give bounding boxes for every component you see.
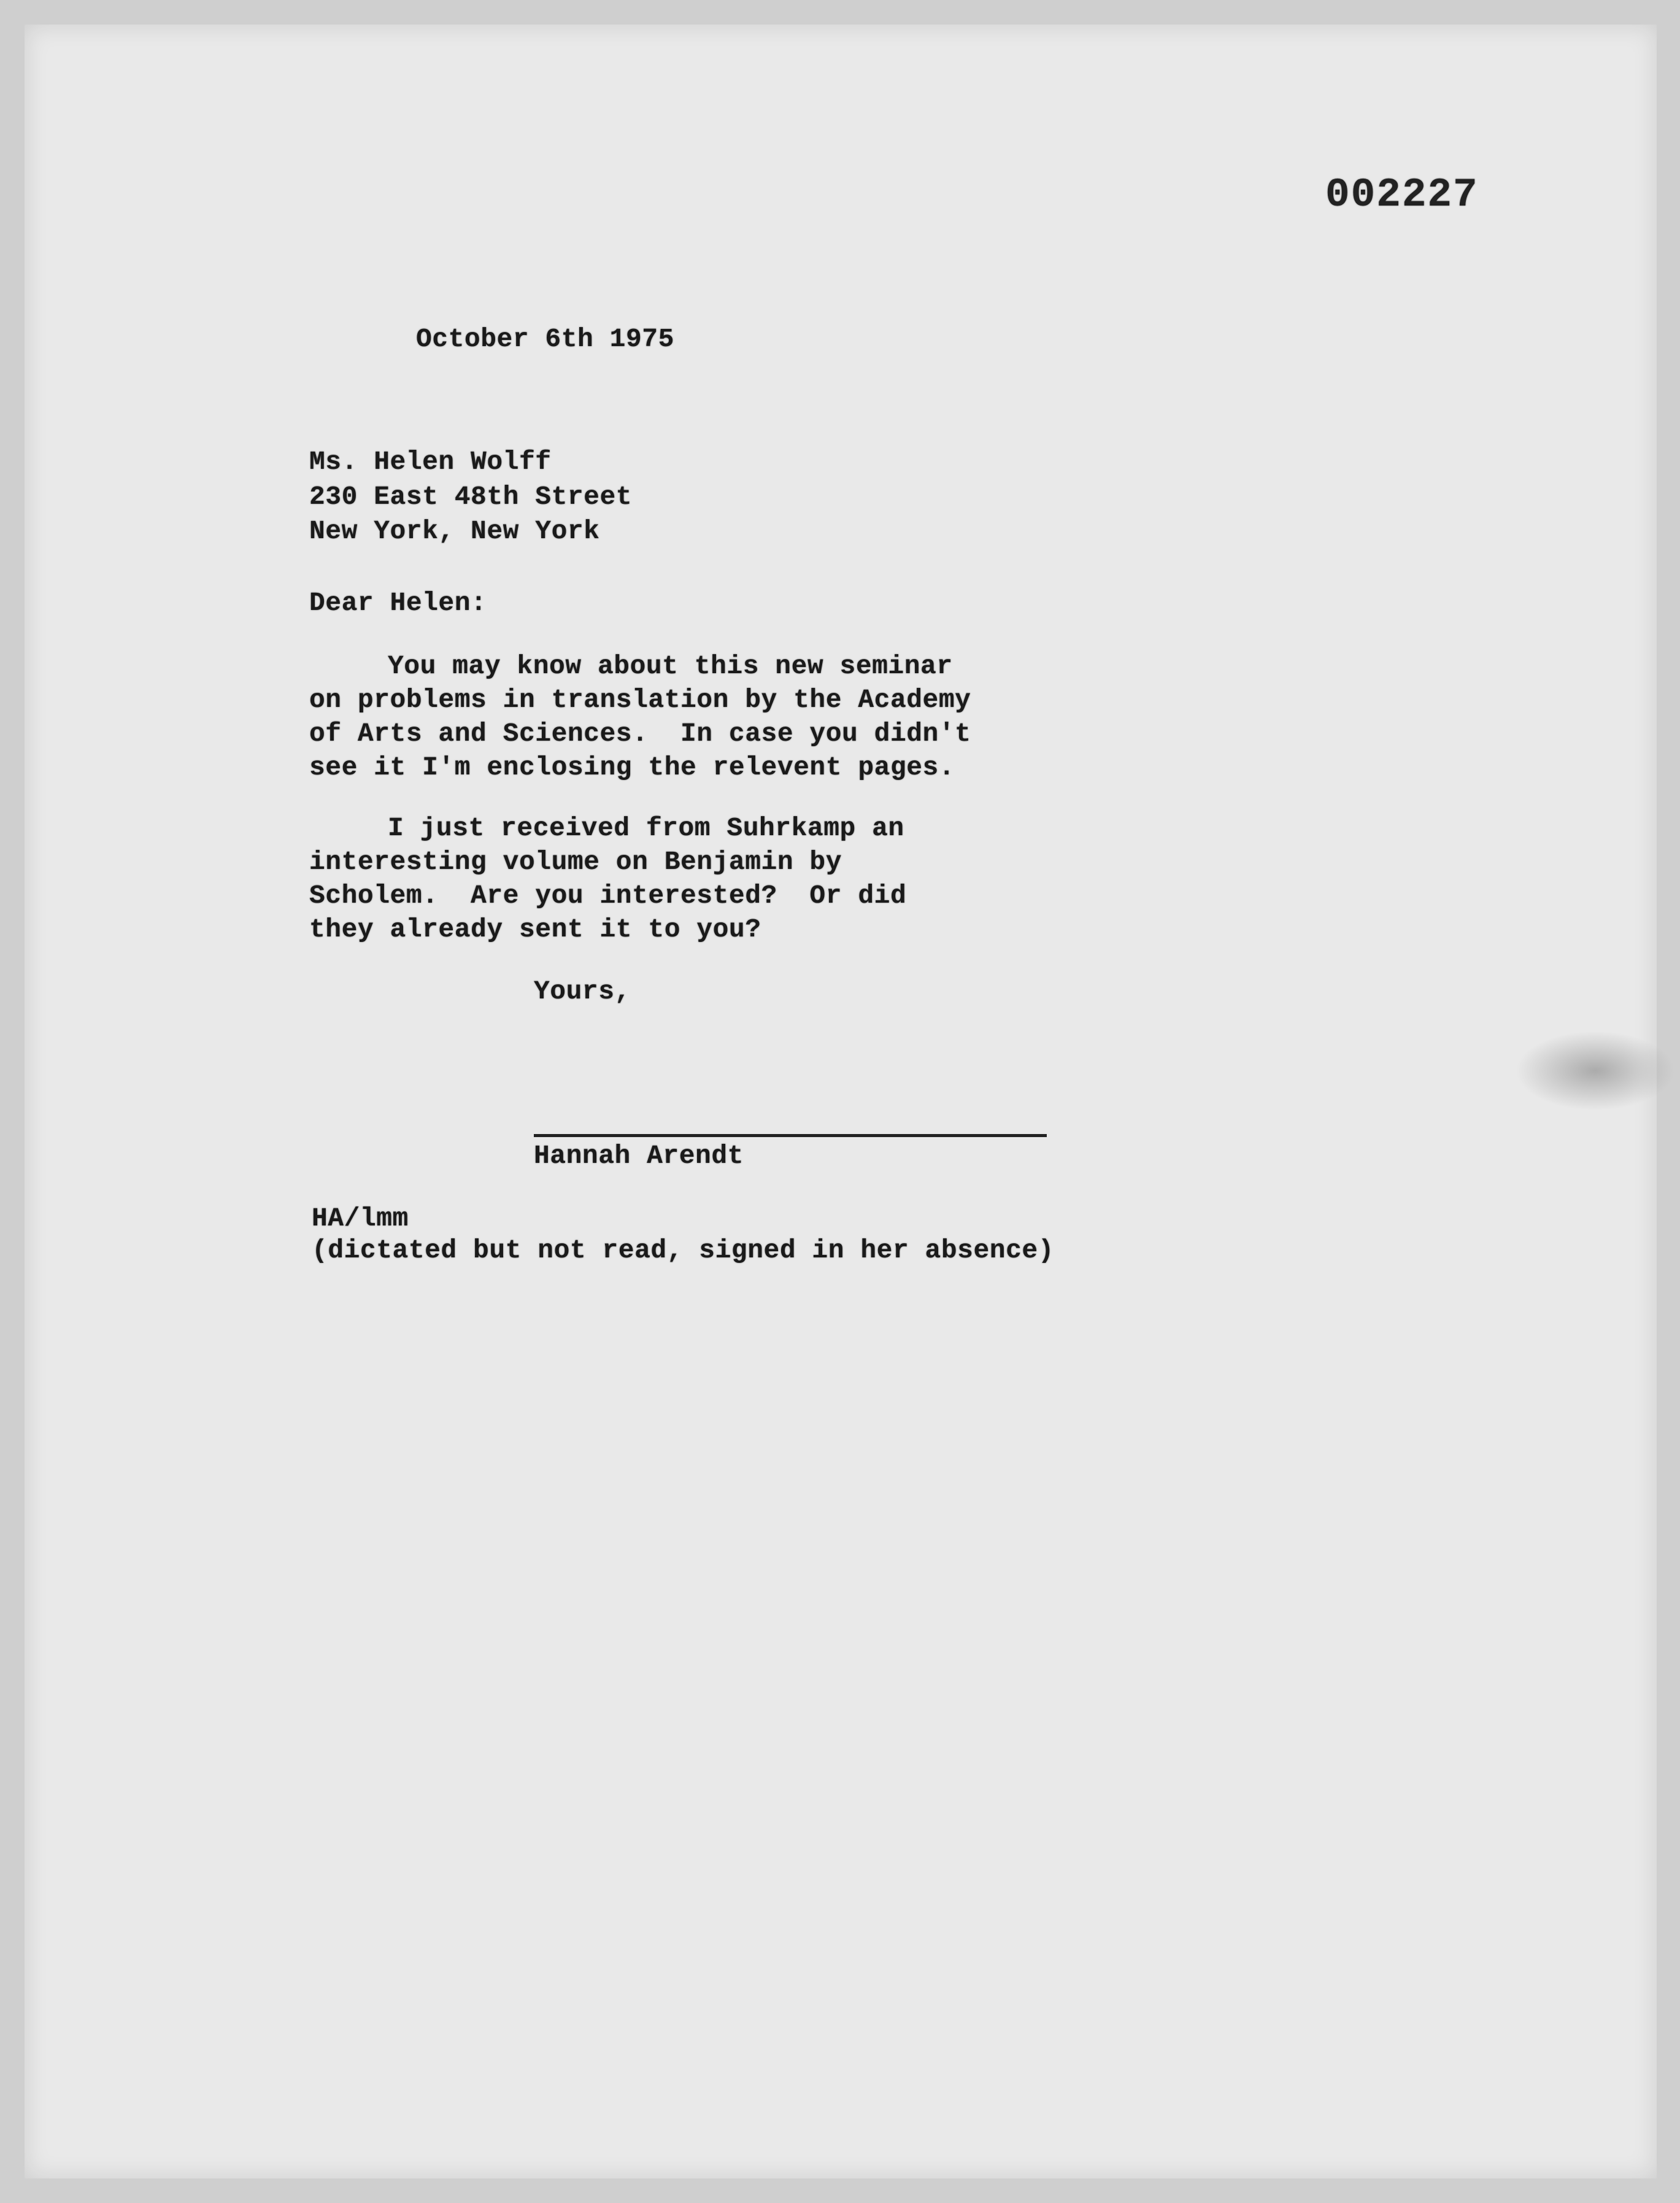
paragraph2-line: I just received from Suhrkamp an (388, 813, 904, 843)
letter-date: October 6th 1975 (416, 324, 674, 354)
paragraph1-line: on problems in translation by the Academy (309, 685, 971, 715)
paragraph2-line: they already sent it to you? (309, 914, 761, 944)
recipient-city: New York, New York (309, 516, 600, 546)
paragraph1-line: You may know about this new seminar (388, 651, 953, 681)
salutation: Dear Helen: (309, 588, 487, 618)
stain (1516, 1031, 1675, 1111)
initials: HA/lmm (312, 1203, 409, 1233)
signature-line (534, 1134, 1047, 1137)
dictation-note: (dictated but not read, signed in her absence) (312, 1235, 1054, 1265)
recipient-street: 230 East 48th Street (309, 482, 633, 512)
paragraph2-line: Scholem. Are you interested? Or did (309, 881, 907, 911)
signature-name: Hannah Arendt (534, 1141, 744, 1171)
paragraph1-line: see it I'm enclosing the relevent pages. (309, 752, 955, 782)
letter-page (25, 25, 1657, 2178)
paragraph2-line: interesting volume on Benjamin by (309, 847, 842, 877)
paragraph1-line: of Arts and Sciences. In case you didn't (309, 719, 971, 749)
document-number: 002227 (1325, 172, 1479, 218)
recipient-name: Ms. Helen Wolff (309, 447, 552, 477)
closing: Yours, (534, 976, 631, 1006)
